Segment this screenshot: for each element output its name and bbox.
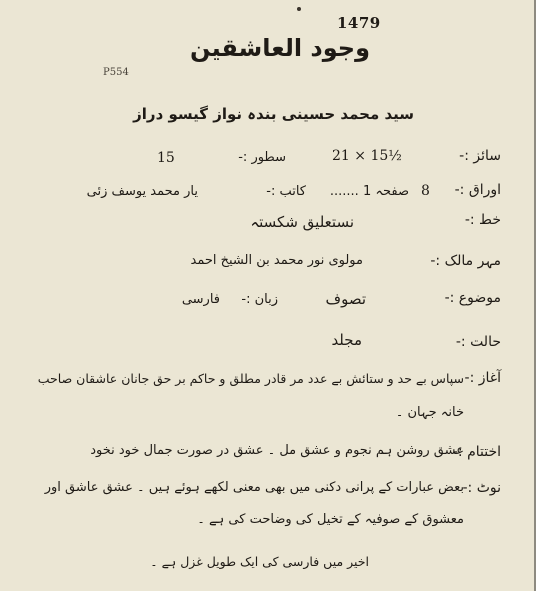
script-value: نستعلیق شکستہ xyxy=(250,213,354,231)
scribe-value: یار محمد یوسف زئی xyxy=(86,184,198,199)
incipit-line-1: سپاس بے حد و ستائش بے عدد مر قادر مطلق و حاکم بر حق جانان عاشقان صاحب xyxy=(37,371,464,386)
seal-label: مہر مالک :- xyxy=(430,253,501,269)
explicit-label: اختتام :- xyxy=(452,444,501,460)
lines-value: 15 xyxy=(157,150,175,166)
condition-value: مجلد xyxy=(331,331,362,349)
incipit-label: آغاز :- xyxy=(464,370,501,386)
scribe-label: کاتب :- xyxy=(266,184,306,199)
explicit-value: عشق روشن ہم نجوم و عشق مل ۔ عشق در صورت جمال خود نخود xyxy=(90,443,464,458)
language-value: فارسی xyxy=(181,292,220,307)
note-line-3: اخیر میں فارسی کی ایک طویل غزل ہے ۔ xyxy=(150,554,369,569)
script-label: خط :- xyxy=(464,212,501,228)
author-name: سید محمد حسینی بندہ نواز گیسو دراز xyxy=(133,105,414,123)
condition-label: حالت :- xyxy=(455,334,501,350)
lines-label: سطور :- xyxy=(238,150,286,165)
subject-label: موضوع :- xyxy=(444,290,501,306)
subject-value: تصوف xyxy=(325,290,366,308)
incipit-line-2: خانہ جہان ۔ xyxy=(395,405,464,420)
language-label: زبان :- xyxy=(241,292,278,307)
manuscript-title: وجود العاشقین xyxy=(190,34,370,62)
folios-unit: صفحہ 1 ....... xyxy=(329,184,409,199)
note-line-2: معشوق کے صوفیہ کے تخیل کی وضاحت کی ہے ۔ xyxy=(197,512,464,527)
note-label: نوٹ :- xyxy=(462,480,501,496)
note-line-1: بعض عبارات کے پرانی دکنی میں بھی معنی لکھے ہوئے ہیں ۔ عشق عاشق اور xyxy=(44,480,464,495)
size-dimensions: 21 × 15½ xyxy=(332,148,402,164)
folios-label: اوراق :- xyxy=(454,182,501,198)
page-number: 1479 xyxy=(337,14,381,32)
reference-code: P554 xyxy=(103,67,129,78)
size-label: سائز :- xyxy=(459,148,501,164)
seal-value: مولوی نور محمد بن الشیخ احمد xyxy=(190,253,363,268)
folios-count: 8 xyxy=(421,183,430,199)
ink-spot xyxy=(297,7,301,11)
